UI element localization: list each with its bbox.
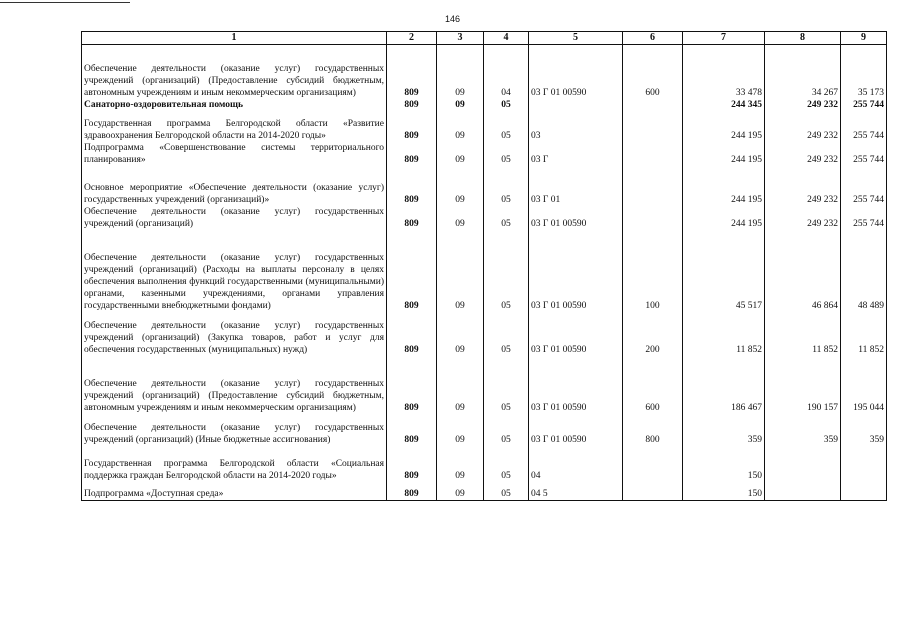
cell-pr: 05 xyxy=(484,458,529,482)
cell-y2: 249 232 xyxy=(765,182,841,206)
cell-y3 xyxy=(841,458,887,482)
cell-grbs: 809 xyxy=(387,142,437,166)
column-header: 6 xyxy=(623,32,683,45)
cell-rz: 09 xyxy=(437,206,484,230)
table-row xyxy=(82,458,887,482)
spacer-cell xyxy=(765,446,841,458)
cell-rz: 09 xyxy=(437,422,484,446)
cell-vr xyxy=(623,206,683,230)
cell-vr xyxy=(623,99,683,111)
cell-y2: 249 232 xyxy=(765,118,841,142)
row-description: Подпрограмма «Совершенствование системы территориального планирования» xyxy=(82,142,387,166)
spacer-cell xyxy=(841,230,887,252)
spacer-cell xyxy=(529,312,623,320)
table-row xyxy=(82,488,887,501)
cell-grbs: 809 xyxy=(387,99,437,111)
row-description: Государственная программа Белгородской области «Развитие здравоохранения Белгородской области на 2014-2020 годы» xyxy=(82,118,387,142)
spacer-cell xyxy=(484,111,529,118)
table-row xyxy=(82,118,887,142)
spacer-cell xyxy=(841,414,887,422)
spacer-cell xyxy=(765,414,841,422)
spacer-cell xyxy=(484,312,529,320)
row-spacer xyxy=(82,312,887,320)
spacer-cell xyxy=(484,230,529,252)
cell-y1: 186 467 xyxy=(683,378,765,414)
cell-y2: 34 267 xyxy=(765,63,841,99)
column-header: 9 xyxy=(841,32,887,45)
cell-grbs: 809 xyxy=(387,206,437,230)
column-header: 8 xyxy=(765,32,841,45)
cell-y2: 249 232 xyxy=(765,99,841,111)
row-description: Обеспечение деятельности (оказание услуг) государственных учреждений (организаций) (Предоставление субсидий бюджетным, автономным учреждениям и иным некоммерческим организациям) xyxy=(82,378,387,414)
spacer-cell xyxy=(387,111,437,118)
cell-grbs: 809 xyxy=(387,378,437,414)
cell-vr: 200 xyxy=(623,320,683,356)
row-description: Обеспечение деятельности (оказание услуг) государственных учреждений (организаций) (Иные бюджетные ассигнования) xyxy=(82,422,387,446)
cell-y1: 11 852 xyxy=(683,320,765,356)
cell-csr: 04 xyxy=(529,458,623,482)
cell-y2: 11 852 xyxy=(765,320,841,356)
spacer-cell xyxy=(841,166,887,182)
cell-csr: 03 Г 01 00590 xyxy=(529,252,623,312)
table-row xyxy=(82,320,887,356)
cell-y3: 255 744 xyxy=(841,118,887,142)
cell-rz: 09 xyxy=(437,182,484,206)
row-spacer xyxy=(82,356,887,378)
cell-y1: 244 195 xyxy=(683,142,765,166)
spacer-cell xyxy=(437,414,484,422)
row-description: Обеспечение деятельности (оказание услуг) государственных учреждений (организаций) (Предоставление субсидий бюджетным, автономным учреждениям и иным некоммерческим организациям) xyxy=(82,63,387,99)
cell-grbs: 809 xyxy=(387,422,437,446)
top-left-rule xyxy=(0,2,130,3)
table-row xyxy=(82,378,887,414)
header-row xyxy=(82,32,887,45)
cell-y1: 244 195 xyxy=(683,182,765,206)
spacer-cell xyxy=(82,414,387,422)
cell-grbs: 809 xyxy=(387,488,437,501)
spacer-cell xyxy=(841,446,887,458)
cell-y1: 244 345 xyxy=(683,99,765,111)
table-row xyxy=(82,63,887,99)
cell-rz: 09 xyxy=(437,99,484,111)
spacer-cell xyxy=(529,414,623,422)
column-header: 1 xyxy=(82,32,387,45)
cell-y2: 249 232 xyxy=(765,206,841,230)
spacer-cell xyxy=(623,414,683,422)
spacer-cell xyxy=(387,356,437,378)
row-description: Государственная программа Белгородской области «Социальная поддержка граждан Белгородской области на 2014-2020 годы» xyxy=(82,458,387,482)
spacer-cell xyxy=(529,446,623,458)
spacer-cell xyxy=(484,45,529,64)
budget-table xyxy=(81,31,887,501)
spacer-cell xyxy=(437,45,484,64)
cell-csr: 03 xyxy=(529,118,623,142)
spacer-cell xyxy=(683,166,765,182)
cell-y2: 190 157 xyxy=(765,378,841,414)
row-spacer xyxy=(82,230,887,252)
cell-csr: 03 Г xyxy=(529,142,623,166)
column-header: 3 xyxy=(437,32,484,45)
spacer-cell xyxy=(683,414,765,422)
cell-csr: 04 5 xyxy=(529,488,623,501)
spacer-cell xyxy=(765,312,841,320)
cell-vr xyxy=(623,118,683,142)
spacer-cell xyxy=(387,312,437,320)
spacer-cell xyxy=(529,356,623,378)
cell-vr xyxy=(623,488,683,501)
spacer-cell xyxy=(484,356,529,378)
page-number: 146 xyxy=(444,14,461,24)
cell-y2: 46 864 xyxy=(765,252,841,312)
spacer-cell xyxy=(82,166,387,182)
cell-pr: 05 xyxy=(484,99,529,111)
cell-csr: 03 Г 01 00590 xyxy=(529,320,623,356)
spacer-cell xyxy=(484,166,529,182)
row-spacer xyxy=(82,111,887,118)
cell-grbs: 809 xyxy=(387,320,437,356)
table-body xyxy=(82,45,887,501)
table-row xyxy=(82,182,887,206)
cell-y3: 195 044 xyxy=(841,378,887,414)
spacer-cell xyxy=(841,45,887,64)
spacer-cell xyxy=(387,45,437,64)
cell-y2 xyxy=(765,488,841,501)
row-description: Санаторно-оздоровительная помощь xyxy=(82,99,387,111)
cell-y1: 244 195 xyxy=(683,206,765,230)
spacer-cell xyxy=(82,446,387,458)
cell-rz: 09 xyxy=(437,378,484,414)
spacer-cell xyxy=(623,230,683,252)
cell-rz: 09 xyxy=(437,320,484,356)
cell-vr xyxy=(623,142,683,166)
spacer-cell xyxy=(529,111,623,118)
cell-pr: 05 xyxy=(484,422,529,446)
cell-vr: 600 xyxy=(623,63,683,99)
spacer-cell xyxy=(623,166,683,182)
row-spacer xyxy=(82,446,887,458)
cell-pr: 05 xyxy=(484,182,529,206)
row-spacer xyxy=(82,45,887,64)
cell-grbs: 809 xyxy=(387,182,437,206)
spacer-cell xyxy=(623,45,683,64)
row-description: Основное мероприятие «Обеспечение деятельности (оказание услуг) государственных учреждений (организаций)» xyxy=(82,182,387,206)
spacer-cell xyxy=(437,446,484,458)
spacer-cell xyxy=(683,312,765,320)
spacer-cell xyxy=(765,230,841,252)
cell-csr xyxy=(529,99,623,111)
cell-grbs: 809 xyxy=(387,63,437,99)
cell-vr: 600 xyxy=(623,378,683,414)
cell-y2: 359 xyxy=(765,422,841,446)
spacer-cell xyxy=(683,111,765,118)
cell-grbs: 809 xyxy=(387,458,437,482)
spacer-cell xyxy=(82,312,387,320)
cell-pr: 05 xyxy=(484,378,529,414)
cell-y1: 150 xyxy=(683,488,765,501)
cell-y3: 255 744 xyxy=(841,206,887,230)
spacer-cell xyxy=(82,111,387,118)
spacer-cell xyxy=(529,230,623,252)
spacer-cell xyxy=(437,230,484,252)
spacer-cell xyxy=(484,414,529,422)
spacer-cell xyxy=(437,111,484,118)
cell-vr: 100 xyxy=(623,252,683,312)
cell-pr: 05 xyxy=(484,118,529,142)
cell-y2: 249 232 xyxy=(765,142,841,166)
cell-csr: 03 Г 01 00590 xyxy=(529,206,623,230)
spacer-cell xyxy=(683,45,765,64)
cell-y3: 359 xyxy=(841,422,887,446)
spacer-cell xyxy=(765,166,841,182)
cell-rz: 09 xyxy=(437,142,484,166)
cell-grbs: 809 xyxy=(387,252,437,312)
spacer-cell xyxy=(82,45,387,64)
row-spacer xyxy=(82,166,887,182)
cell-vr xyxy=(623,182,683,206)
spacer-cell xyxy=(623,356,683,378)
cell-rz: 09 xyxy=(437,488,484,501)
row-description: Подпрограмма «Доступная среда» xyxy=(82,488,387,501)
cell-vr: 800 xyxy=(623,422,683,446)
cell-pr: 05 xyxy=(484,142,529,166)
row-description: Обеспечение деятельности (оказание услуг) государственных учреждений (организаций) (Закупка товаров, работ и услуг для обеспечения государственных (муниципальных) нужд) xyxy=(82,320,387,356)
cell-y2 xyxy=(765,458,841,482)
spacer-cell xyxy=(387,166,437,182)
spacer-cell xyxy=(437,166,484,182)
cell-pr: 04 xyxy=(484,63,529,99)
spacer-cell xyxy=(765,45,841,64)
spacer-cell xyxy=(623,446,683,458)
spacer-cell xyxy=(841,111,887,118)
column-header: 2 xyxy=(387,32,437,45)
spacer-cell xyxy=(683,446,765,458)
table-row xyxy=(82,252,887,312)
column-header: 4 xyxy=(484,32,529,45)
cell-y3: 48 489 xyxy=(841,252,887,312)
row-spacer xyxy=(82,414,887,422)
column-header: 7 xyxy=(683,32,765,45)
cell-y3 xyxy=(841,488,887,501)
spacer-cell xyxy=(82,356,387,378)
row-description: Обеспечение деятельности (оказание услуг) государственных учреждений (организаций) (Расходы на выплаты персоналу в целях обеспечения выполнения функций государственными (муниципальными) органами, казенными учреждениями, органами управления государственными внебюджетными фондами) xyxy=(82,252,387,312)
cell-pr: 05 xyxy=(484,252,529,312)
table-row xyxy=(82,99,887,111)
table-row xyxy=(82,142,887,166)
spacer-cell xyxy=(529,45,623,64)
cell-grbs: 809 xyxy=(387,118,437,142)
spacer-cell xyxy=(529,166,623,182)
cell-rz: 09 xyxy=(437,118,484,142)
spacer-cell xyxy=(437,312,484,320)
spacer-cell xyxy=(683,230,765,252)
spacer-cell xyxy=(623,312,683,320)
cell-csr: 03 Г 01 00590 xyxy=(529,378,623,414)
spacer-cell xyxy=(387,414,437,422)
row-description: Обеспечение деятельности (оказание услуг) государственных учреждений (организаций) xyxy=(82,206,387,230)
cell-pr: 05 xyxy=(484,206,529,230)
cell-csr: 03 Г 01 00590 xyxy=(529,422,623,446)
cell-rz: 09 xyxy=(437,63,484,99)
cell-pr: 05 xyxy=(484,488,529,501)
spacer-cell xyxy=(387,446,437,458)
cell-y1: 244 195 xyxy=(683,118,765,142)
cell-y3: 255 744 xyxy=(841,182,887,206)
spacer-cell xyxy=(683,356,765,378)
cell-y1: 359 xyxy=(683,422,765,446)
cell-pr: 05 xyxy=(484,320,529,356)
spacer-cell xyxy=(841,356,887,378)
table-row xyxy=(82,422,887,446)
cell-csr: 03 Г 01 00590 xyxy=(529,63,623,99)
column-header: 5 xyxy=(529,32,623,45)
spacer-cell xyxy=(765,111,841,118)
spacer-cell xyxy=(841,312,887,320)
cell-y3: 255 744 xyxy=(841,99,887,111)
cell-vr xyxy=(623,458,683,482)
spacer-cell xyxy=(387,230,437,252)
spacer-cell xyxy=(765,356,841,378)
spacer-cell xyxy=(82,230,387,252)
cell-y3: 11 852 xyxy=(841,320,887,356)
cell-y3: 255 744 xyxy=(841,142,887,166)
cell-y1: 45 517 xyxy=(683,252,765,312)
cell-rz: 09 xyxy=(437,458,484,482)
cell-rz: 09 xyxy=(437,252,484,312)
cell-csr: 03 Г 01 xyxy=(529,182,623,206)
cell-y1: 150 xyxy=(683,458,765,482)
cell-y3: 35 173 xyxy=(841,63,887,99)
cell-y1: 33 478 xyxy=(683,63,765,99)
table-row xyxy=(82,206,887,230)
spacer-cell xyxy=(484,446,529,458)
spacer-cell xyxy=(437,356,484,378)
spacer-cell xyxy=(623,111,683,118)
